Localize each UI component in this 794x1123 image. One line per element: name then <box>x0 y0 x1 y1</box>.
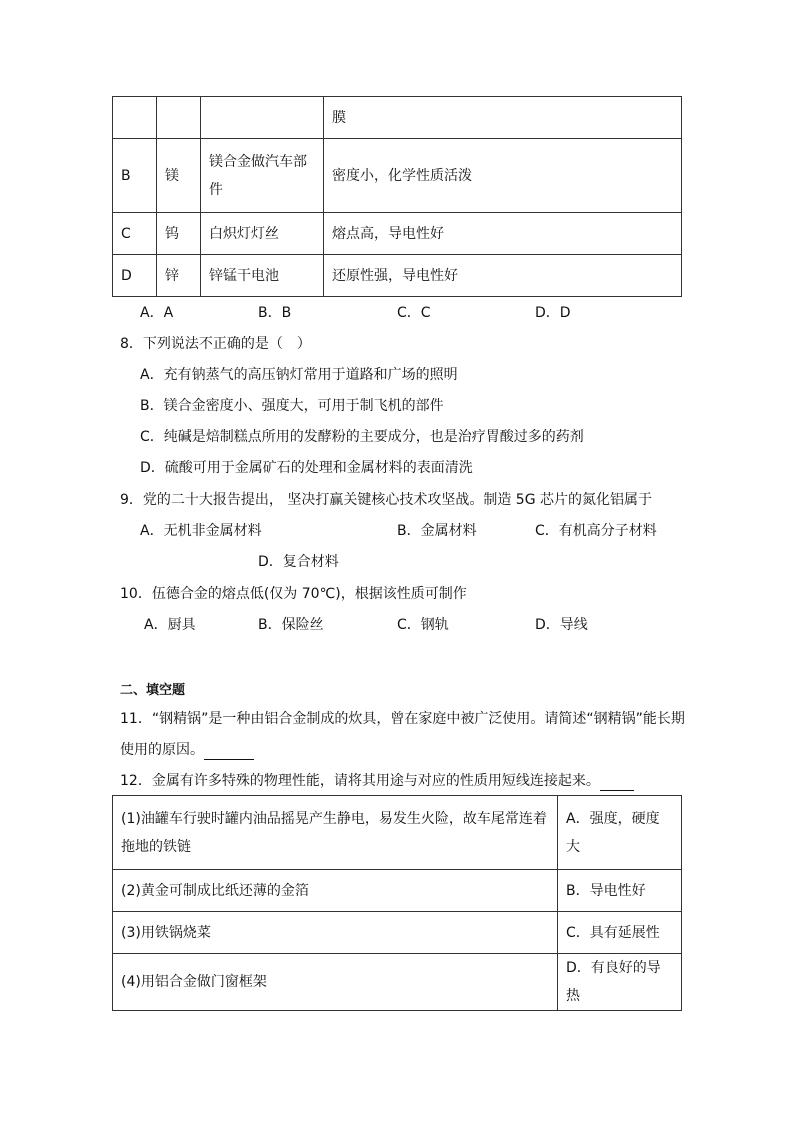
usage-cell: (4)用铝合金做门窗框架 <box>113 954 558 1011</box>
table-row <box>113 796 682 870</box>
answer-blank[interactable] <box>600 774 634 791</box>
table-cell <box>201 97 324 139</box>
table-cell: 镁合金做汽车部件 <box>201 139 324 213</box>
table-cell: 熔点高，导电性好 <box>324 213 682 255</box>
usage-cell: (3)用铁锅烧菜 <box>113 912 558 954</box>
q11-line2-text: 使用的原因。 <box>120 742 204 758</box>
table-row <box>113 139 682 213</box>
table-cell: 镁 <box>157 139 201 213</box>
table-cell: 锌锰干电池 <box>201 255 324 297</box>
table-row <box>113 954 682 1011</box>
usage-cell <box>113 796 558 870</box>
table-cell: 锌 <box>157 255 201 297</box>
table-cell: B <box>113 139 157 213</box>
table-row <box>113 97 682 139</box>
table-cell <box>113 97 157 139</box>
table-row <box>113 912 682 954</box>
q9-stem: 9．党的二十大报告提出， 坚决打赢关键核心技术攻坚战。制造 5G 芯片的氮化铝属于 <box>120 492 653 508</box>
properties-table <box>112 96 682 297</box>
q8-stem: 8．下列说法不正确的是（ ） <box>120 336 311 352</box>
table-row <box>113 213 682 255</box>
q11-line1: 11．“钢精锅”是一种由铝合金制成的炊具，曾在家庭中被广泛使用。请简述“钢精锅”能长期 <box>120 711 685 727</box>
q7-option-b: B．B <box>258 305 292 321</box>
table-cell: 密度小，化学性质活泼 <box>324 139 682 213</box>
q8-option-a: A．充有钠蒸气的高压钠灯常用于道路和广场的照明 <box>140 367 458 383</box>
q9-option-d: D．复合材料 <box>258 554 339 570</box>
table-cell: 钨 <box>157 213 201 255</box>
q10-option-c: C．钢轨 <box>397 617 449 633</box>
table-row <box>113 870 682 912</box>
q8-option-b: B．镁合金密度小、强度大，可用于制飞机的部件 <box>140 398 444 414</box>
q10-stem: 10．伍德合金的熔点低(仅为 70℃)，根据该性质可制作 <box>120 586 467 602</box>
q7-option-a: A．A <box>140 305 174 321</box>
property-cell: A．强度，硬度大 <box>558 796 682 870</box>
table-cell: 还原性强，导电性好 <box>324 255 682 297</box>
table-row <box>113 255 682 297</box>
table-cell: C <box>113 213 157 255</box>
q10-option-a: A．厨具 <box>144 617 196 633</box>
q8-option-c: C．纯碱是焙制糕点所用的发酵粉的主要成分，也是治疗胃酸过多的药剂 <box>140 429 584 445</box>
q11-line2 <box>120 740 254 760</box>
q8-option-d: D．硫酸可用于金属矿石的处理和金属材料的表面清洗 <box>140 460 473 476</box>
section-title: 二、填空题 <box>120 683 186 698</box>
property-cell: C．具有延展性 <box>558 912 682 954</box>
table-cell: D <box>113 255 157 297</box>
q12-stem: 12．金属有许多特殊的物理性能，请将其用途与对应的性质用短线连接起来。 <box>120 773 600 789</box>
answer-blank[interactable] <box>204 743 254 760</box>
property-cell: D．有良好的导热 <box>558 954 682 1011</box>
q7-option-d: D．D <box>535 305 571 321</box>
q9-option-c: C．有机高分子材料 <box>535 523 657 539</box>
table-cell: 白炽灯灯丝 <box>201 213 324 255</box>
usage-line: (1)油罐车行驶时罐内油品摇晃产生静电，易发生火险，故车尾常连着 <box>121 810 547 827</box>
usage-cell: (2)黄金可制成比纸还薄的金箔 <box>113 870 558 912</box>
q10-option-d: D．导线 <box>535 617 588 633</box>
q9-option-b: B．金属材料 <box>397 523 477 539</box>
q7-option-c: C．C <box>397 305 431 321</box>
q9-option-a: A．无机非金属材料 <box>140 523 262 539</box>
matching-table <box>112 795 682 1011</box>
table-cell: 膜 <box>324 97 682 139</box>
q10-option-b: B．保险丝 <box>258 617 324 633</box>
q12-stem-line <box>120 771 634 791</box>
usage-line: 拖地的铁链 <box>121 838 191 855</box>
property-cell: B．导电性好 <box>558 870 682 912</box>
table-cell <box>157 97 201 139</box>
